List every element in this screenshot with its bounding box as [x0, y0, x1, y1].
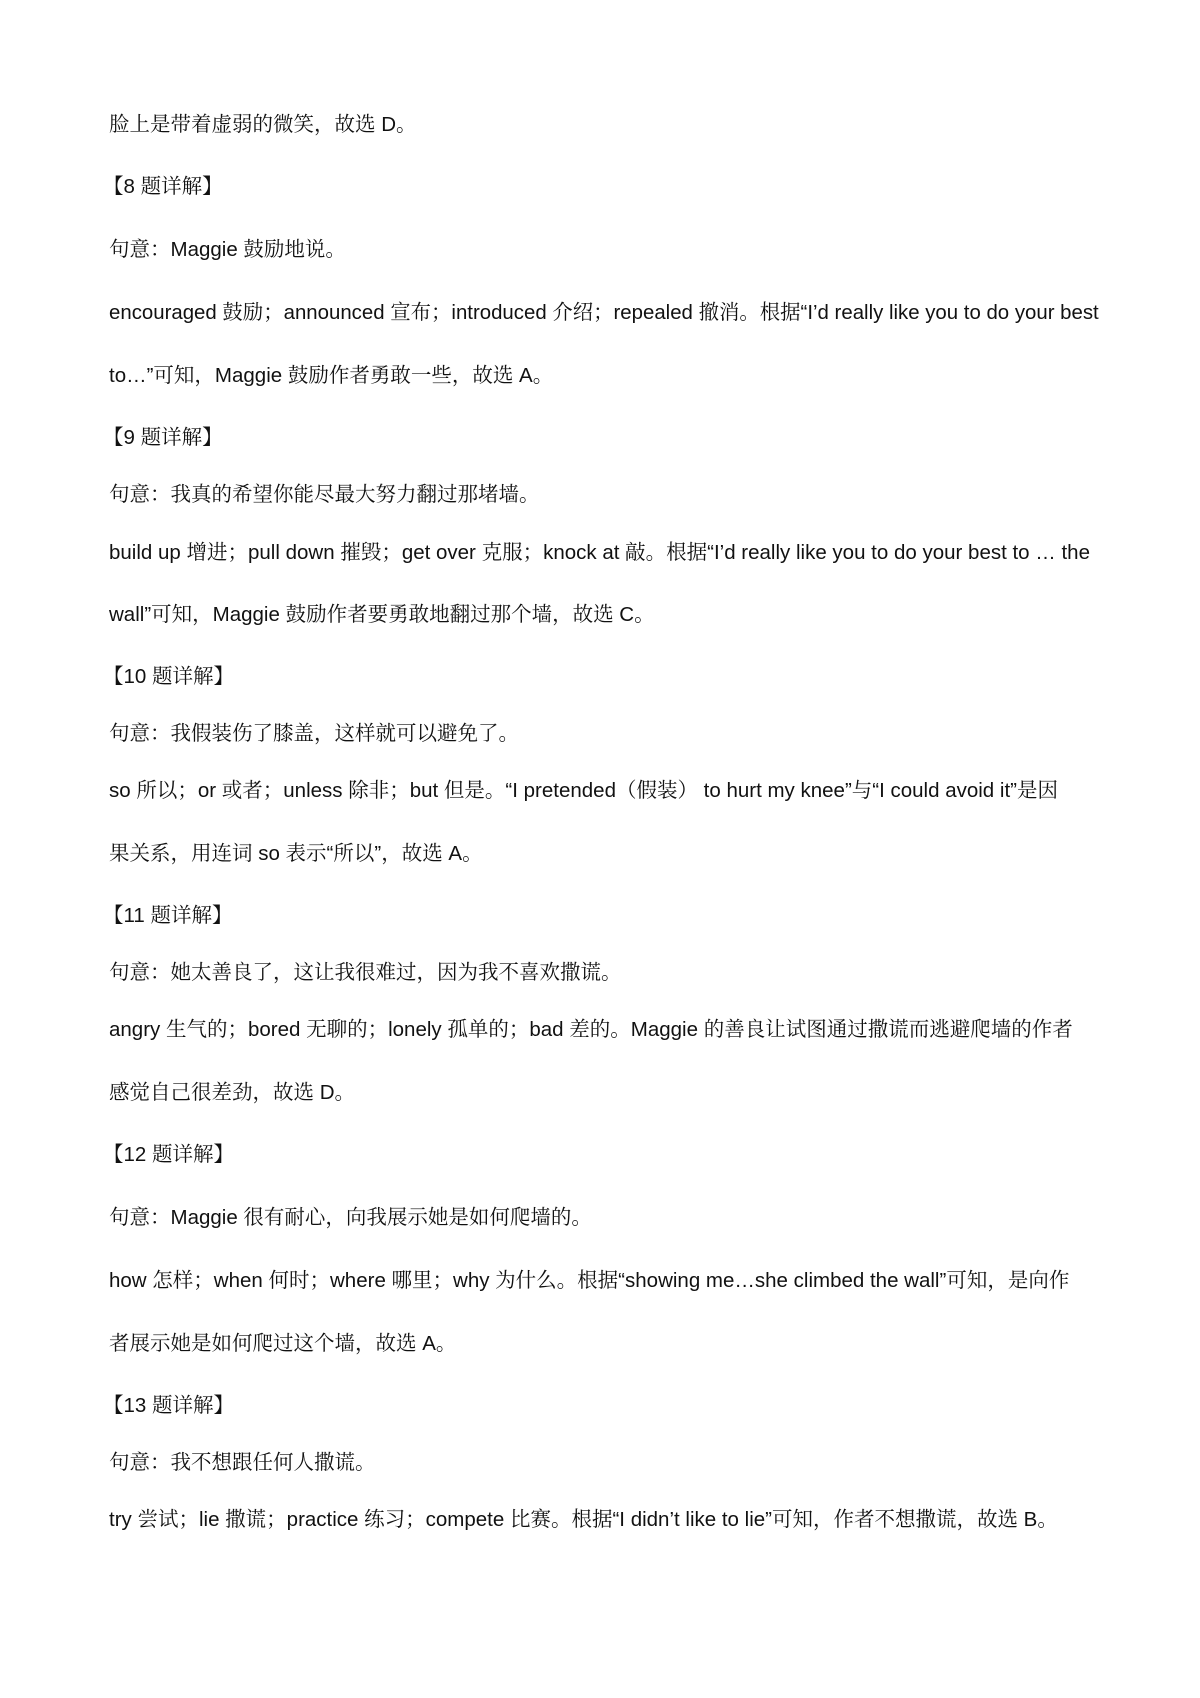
text-line: angry 生气的；bored 无聊的；lonely 孤单的；bad 差的。Maggie 的善良让试图通过撒谎而逃避爬墙的作者 — [109, 1018, 1073, 1041]
text-line: so 所以；or 或者；unless 除非；but 但是。“I pretended（假装） to hurt my knee”与“I could avoid it”是因 — [109, 779, 1058, 802]
section-heading: 【11 题详解】 — [103, 904, 233, 927]
text-line: 句意：她太善良了，这让我很难过，因为我不喜欢撒谎。 — [109, 961, 622, 984]
text-line: 句意：Maggie 鼓励地说。 — [109, 238, 346, 261]
text-line: how 怎样；when 何时；where 哪里；why 为什么。根据“showing me…she climbed the wall”可知，是向作 — [109, 1269, 1070, 1292]
section-heading: 【12 题详解】 — [103, 1143, 234, 1166]
text-line: wall”可知，Maggie 鼓励作者要勇敢地翻过那个墙，故选 C。 — [109, 603, 655, 626]
section-heading: 【8 题详解】 — [103, 175, 223, 198]
text-line: 句意：Maggie 很有耐心，向我展示她是如何爬墙的。 — [109, 1206, 592, 1229]
text-line: encouraged 鼓励；announced 宣布；introduced 介绍；repealed 撤消。根据“I’d really like you to do your best — [109, 301, 1099, 324]
text-line: try 尝试；lie 撒谎；practice 练习；compete 比赛。根据“I didn’t like to lie”可知，作者不想撒谎，故选 B。 — [109, 1508, 1058, 1531]
text-line: 果关系，用连词 so 表示“所以”，故选 A。 — [109, 842, 483, 865]
text-line: 者展示她是如何爬过这个墙，故选 A。 — [109, 1332, 457, 1355]
section-heading: 【13 题详解】 — [103, 1394, 234, 1417]
section-heading: 【10 题详解】 — [103, 665, 234, 688]
text-line: 句意：我真的希望你能尽最大努力翻过那堵墙。 — [109, 483, 540, 506]
text-line: 脸上是带着虚弱的微笑，故选 D。 — [109, 113, 417, 136]
text-line: build up 增进；pull down 摧毁；get over 克服；knock at 敲。根据“I’d really like you to do your best to … the — [109, 541, 1090, 564]
text-line: 感觉自己很差劲，故选 D。 — [109, 1081, 355, 1104]
text-line: 句意：我假装伤了膝盖，这样就可以避免了。 — [109, 722, 519, 745]
text-line: 句意：我不想跟任何人撒谎。 — [109, 1451, 376, 1474]
text-line: to…”可知，Maggie 鼓励作者勇敢一些，故选 A。 — [109, 364, 554, 387]
section-heading: 【9 题详解】 — [103, 426, 223, 449]
